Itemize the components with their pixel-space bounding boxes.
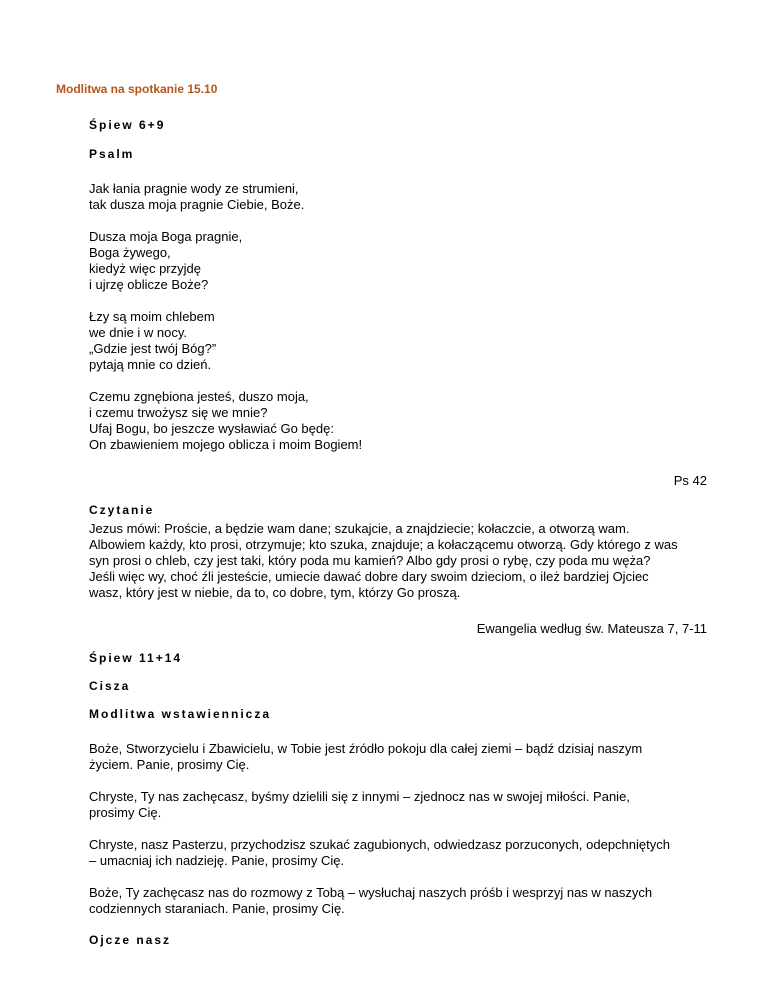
psalm-reference: Ps 42 xyxy=(673,473,707,488)
reading-line: Jeśli więc wy, choć źli jesteście, umiecie dawać dobre dary swoim dzieciom, o ileż bardziej Ojciec xyxy=(89,569,649,584)
psalm-line: we dnie i w nocy. xyxy=(89,325,188,340)
reading-line: Jezus mówi: Proście, a będzie wam dane; szukajcie, a znajdziecie; kołaczcie, a otworzą wam. xyxy=(89,521,630,536)
silence-heading: Cisza xyxy=(89,679,131,693)
intercession-line: prosimy Cię. xyxy=(89,805,162,820)
psalm-text xyxy=(89,181,707,453)
psalm-stanza xyxy=(89,181,707,213)
reading-line: syn prosi o chleb, czy jest taki, który poda mu kamień? Albo gdy prosi o rybę, czy poda mu węża? xyxy=(89,553,651,568)
psalm-line: i ujrzę oblicze Boże? xyxy=(89,277,209,292)
psalm-line: „Gdzie jest twój Bóg?” xyxy=(89,341,217,356)
intercession-line: – umacniaj ich nadzieję. Panie, prosimy Cię. xyxy=(89,853,345,868)
psalm-line: kiedyż więc przyjdę xyxy=(89,261,201,276)
intercession-item xyxy=(89,837,707,869)
intercession-item xyxy=(89,789,707,821)
intercession-line: Chryste, Ty nas zachęcasz, byśmy dzielili się z innymi – zjednocz nas w swojej miłości. Panie, xyxy=(89,789,630,804)
psalm-line: Dusza moja Boga pragnie, xyxy=(89,229,243,244)
psalm-line: Czemu zgnębiona jesteś, duszo moja, xyxy=(89,389,309,404)
intercession-line: Chryste, nasz Pasterzu, przychodzisz szukać zagubionych, odwiedzasz porzuconych, odepchniętych xyxy=(89,837,670,852)
intercession-line: życiem. Panie, prosimy Cię. xyxy=(89,757,250,772)
reading-reference: Ewangelia według św. Mateusza 7, 7-11 xyxy=(476,621,707,636)
reading-line: Albowiem każdy, kto prosi, otrzymuje; kto szuka, znajduje; a kołaczącemu otworzą. Gdy którego z was xyxy=(89,537,678,552)
intercession-line: codziennych staraniach. Panie, prosimy Cię. xyxy=(89,901,345,916)
psalm-line: Boga żywego, xyxy=(89,245,171,260)
intercession-line: Boże, Ty zachęcasz nas do rozmowy z Tobą – wysłuchaj naszych próśb i wesprzyj nas w naszych xyxy=(89,885,653,900)
intercession-line: Boże, Stworzycielu i Zbawicielu, w Tobie jest źródło pokoju dla całej ziemi – bądź dzisiaj naszym xyxy=(89,741,643,756)
psalm-line: tak dusza moja pragnie Ciebie, Boże. xyxy=(89,197,305,212)
psalm-stanza xyxy=(89,389,707,453)
psalm-line: Jak łania pragnie wody ze strumieni, xyxy=(89,181,299,196)
document-title: Modlitwa na spotkanie 15.10 xyxy=(56,82,218,96)
our-father-heading: Ojcze nasz xyxy=(89,933,172,947)
psalm-line: i czemu trwożysz się we mnie? xyxy=(89,405,268,420)
psalm-stanza xyxy=(89,309,707,373)
intercession-heading: Modlitwa wstawiennicza xyxy=(89,707,272,721)
psalm-line: On zbawieniem mojego oblicza i moim Bogiem! xyxy=(89,437,363,452)
reading-text xyxy=(89,521,707,601)
intercession-item xyxy=(89,885,707,917)
intercession-item xyxy=(89,741,707,773)
psalm-heading: Psalm xyxy=(89,147,135,161)
song-heading-2: Śpiew 11+14 xyxy=(89,651,183,665)
psalm-stanza xyxy=(89,229,707,293)
psalm-line: Łzy są moim chlebem xyxy=(89,309,215,324)
reading-heading: Czytanie xyxy=(89,503,155,517)
psalm-line: pytają mnie co dzień. xyxy=(89,357,212,372)
reading-line: wasz, który jest w niebie, da to, co dobre, tym, którzy Go proszą. xyxy=(89,585,461,600)
song-heading-1: Śpiew 6+9 xyxy=(89,118,166,132)
document-content xyxy=(89,117,707,960)
psalm-line: Ufaj Bogu, bo jeszcze wysławiać Go będę: xyxy=(89,421,334,436)
